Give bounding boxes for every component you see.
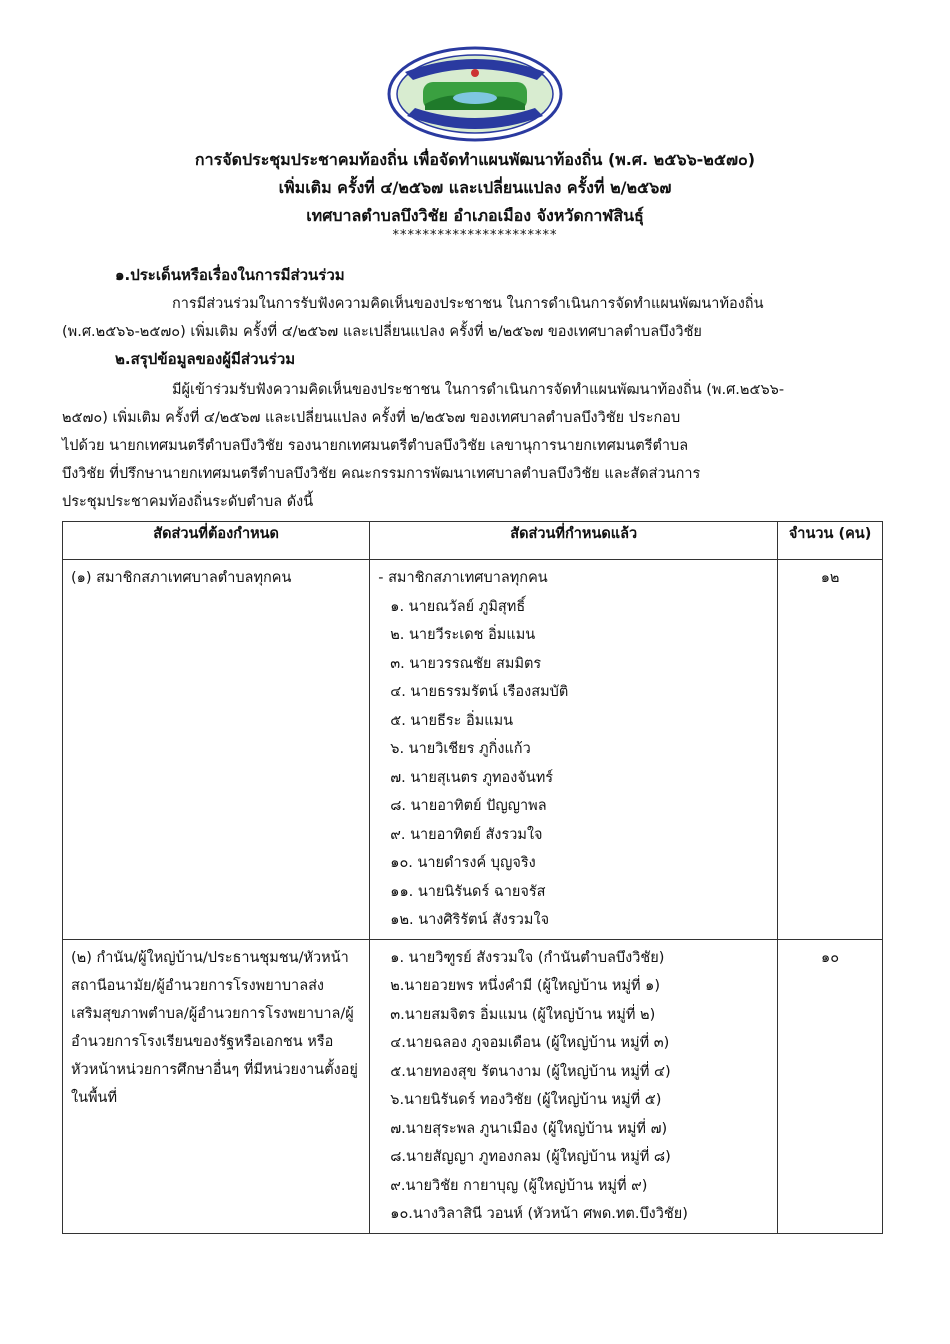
list-item: ๒.นายอวยพร หนึ่งคำมี (ผู้ใหญ่บ้าน หมู่ที่ ๑) xyxy=(390,978,660,994)
count-cell: ๑๐ xyxy=(778,939,883,1233)
member-list xyxy=(378,564,769,935)
table-row xyxy=(63,560,883,940)
list-item: ๖. นายวิเชียร ภูกิ่งแก้ว xyxy=(390,741,531,757)
list-item: ๓.นายสมจิตร อิ่มแมน (ผู้ใหญ่บ้าน หมู่ที่ ๒) xyxy=(390,1006,656,1023)
section-2-body xyxy=(62,376,882,516)
list-item: ๙.นายวิชัย กายาบุญ (ผู้ใหญ่บ้าน หมู่ที่ ๙) xyxy=(390,1177,648,1194)
section-2-line: ๒๕๗๐) เพิ่มเติม ครั้งที่ ๔/๒๕๖๗ และเปลี่ยนแปลง ครั้งที่ ๒/๒๕๖๗ ของเทศบาลตำบลบึงวิชัย ประกอบ xyxy=(62,410,681,426)
list-item: ๘.นายสัญญา ภูทองกลม (ผู้ใหญ่บ้าน หมู่ที่ ๘) xyxy=(390,1149,671,1165)
list-item: ๙. นายอาทิตย์ สังรวมใจ xyxy=(390,826,543,843)
section-1-body xyxy=(62,290,882,346)
list-item: ๓. นายวรรณชัย สมมิตร xyxy=(390,655,542,672)
section-2-line: มีผู้เข้าร่วมรับฟังความคิดเห็นของประชาชน ในการดำเนินการจัดทำแผนพัฒนาท้องถิ่น (พ.ศ.๒๕๖๖- xyxy=(172,382,785,398)
list-item: ๒. นายวีระเดช อิ่มแมน xyxy=(390,627,536,643)
category-cell: (๑) สมาชิกสภาเทศบาลตำบลทุกคน xyxy=(63,560,370,940)
section-2-line: ไปด้วย นายกเทศมนตรีตำบลบึงวิชัย รองนายกเทศมนตรีตำบลบึงวิชัย เลขานุการนายกเทศมนตรีตำบล xyxy=(62,438,689,454)
section-2-line: บึงวิชัย ที่ปรึกษานายกเทศมนตรีตำบลบึงวิชัย คณะกรรมการพัฒนาเทศบาลตำบลบึงวิชัย และสัดส่วนการ xyxy=(62,466,701,482)
list-item: ๔. นายธรรมรัตน์ เรืองสมบัติ xyxy=(390,684,569,700)
column-header-assigned: สัดส่วนที่กำหนดแล้ว xyxy=(370,522,778,560)
list-heading: - สมาชิกสภาเทศบาลทุกคน xyxy=(378,570,548,586)
document-title-line-2: เพิ่มเติม ครั้งที่ ๔/๒๕๖๗ และเปลี่ยนแปลง ครั้งที่ ๒/๒๕๖๗ xyxy=(278,178,672,197)
section-1-heading: ๑.ประเด็นหรือเรื่องในการมีส่วนร่วม xyxy=(115,266,345,284)
list-item: ๑๐.นางวิลาสินี วอนห์ (หัวหน้า ศพด.ทต.บึงวิชัย) xyxy=(390,1206,688,1222)
list-item: ๖.นายนิรันดร์ ทองวิชัย (ผู้ใหญ่บ้าน หมู่ที่ ๕) xyxy=(390,1092,662,1108)
list-item: ๑๑. นายนิรันดร์ ฉายจรัส xyxy=(390,883,546,900)
list-item: ๔.นายฉลอง ภูจอมเดือน (ผู้ใหญ่บ้าน หมู่ที่ ๓) xyxy=(390,1035,670,1051)
list-item: ๑. นายวิฑูรย์ สังรวมใจ (กำนันตำบลบึงวิชัย) xyxy=(390,949,665,966)
document-title-line-3: เทศบาลตำบลบึงวิชัย อำเภอเมือง จังหวัดกาฬสินธุ์ xyxy=(306,206,644,225)
member-list xyxy=(378,944,769,1229)
section-2-heading: ๒.สรุปข้อมูลของผู้มีส่วนร่วม xyxy=(115,350,296,368)
column-header-count: จำนวน (คน) xyxy=(778,522,883,560)
participants-table xyxy=(62,521,883,1234)
municipality-seal-logo xyxy=(385,44,565,144)
document-title-line-1: การจัดประชุมประชาคมท้องถิ่น เพื่อจัดทำแผนพัฒนาท้องถิ่น (พ.ศ. ๒๕๖๖-๒๕๗๐) xyxy=(194,150,756,169)
list-item: ๗.นายสุระพล ภูนาเมือง (ผู้ใหญ่บ้าน หมู่ที่ ๗) xyxy=(390,1120,668,1137)
list-item: ๘. นายอาทิตย์ ปัญญาพล xyxy=(390,798,547,814)
section-1-line: (พ.ศ.๒๕๖๖-๒๕๗๐) เพิ่มเติม ครั้งที่ ๔/๒๕๖๗ และเปลี่ยนแปลง ครั้งที่ ๒/๒๕๖๗ ของเทศบาลตำบลบึงวิชัย xyxy=(62,324,702,340)
list-item: ๕. นายธีระ อิ่มแมน xyxy=(390,712,514,729)
section-2-line: ประชุมประชาคมท้องถิ่นระดับตำบล ดังนี้ xyxy=(62,494,314,510)
list-item: ๑๐. นายดำรงค์ บุญจริง xyxy=(390,855,536,871)
members-cell xyxy=(370,939,778,1233)
table-row xyxy=(63,939,883,1233)
list-item: ๕.นายทองสุข รัตนางาม (ผู้ใหญ่บ้าน หมู่ที่ ๔) xyxy=(390,1063,671,1080)
list-item: ๑๒. นางศิริรัตน์ สังรวมใจ xyxy=(390,912,550,928)
list-item: ๑. นายณวัลย์ ภูมิสุทธิ์ xyxy=(390,598,526,615)
column-header-required: สัดส่วนที่ต้องกำหนด xyxy=(63,522,370,560)
list-item: ๗. นายสุเนตร ภูทองจันทร์ xyxy=(390,769,554,786)
category-cell: (๒) กำนัน/ผู้ใหญ่บ้าน/ประธานชุมชน/หัวหน้าสถานีอนามัย/ผู้อำนวยการโรงพยาบาลส่งเสริมสุขภาพตำบล/ผู้อำนวยการโรงพยาบาล/ผู้อำนวยการโรงเรียนของรัฐหรือเอกชน หรือหัวหน้าหน่วยการศึกษาอื่นๆ ที่มีหน่วยงานตั้งอยู่ในพื้นที่ xyxy=(63,939,370,1233)
section-1-line: การมีส่วนร่วมในการรับฟังความคิดเห็นของประชาชน ในการดำเนินการจัดทำแผนพัฒนาท้องถิ่น xyxy=(172,296,764,312)
members-cell xyxy=(370,560,778,940)
count-cell: ๑๒ xyxy=(778,560,883,940)
table-header-row xyxy=(63,522,883,560)
title-divider: ********************** xyxy=(392,228,558,243)
